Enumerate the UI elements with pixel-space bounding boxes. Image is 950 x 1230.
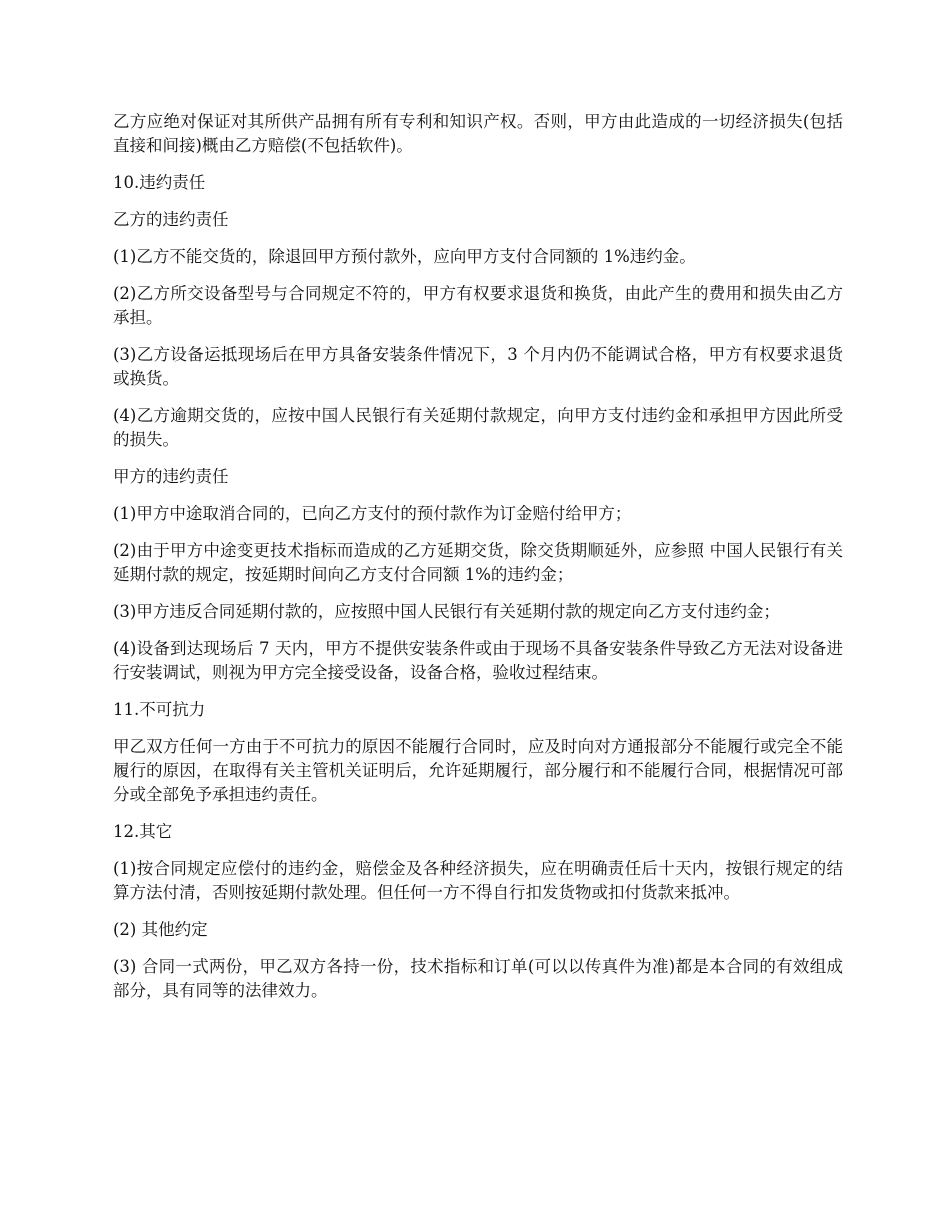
paragraph-other-item-3: (3) 合同一式两份，甲乙双方各持一份，技术指标和订单(可以以传真件为准)都是本合同的有效组成部分，具有同等的法律效力。 bbox=[113, 957, 843, 1000]
paragraph-a-item-2: (2)由于甲方中途变更技术指标而造成的乙方延期交货，除交货期顺延外，应参照 中国人民银行有关延期付款的规定，按延期时间向乙方支付合同额 1%的违约金； bbox=[113, 541, 843, 584]
paragraph-a-item-4: (4)设备到达现场后 7 天内，甲方不提供安装条件或由于现场不具备安装条件导致乙方无法对设备进行安装调试，则视为甲方完全接受设备，设备合格，验收过程结束。 bbox=[113, 639, 843, 682]
subheading-party-a-liability: 甲方的违约责任 bbox=[113, 467, 229, 486]
section-heading-other: 12.其它 bbox=[113, 822, 173, 841]
paragraph-b-item-4: (4)乙方逾期交货的，应按中国人民银行有关延期付款规定，向甲方支付违约金和承担甲方因此所受的损失。 bbox=[113, 406, 843, 449]
paragraph-b-item-2: (2)乙方所交设备型号与合同规定不符的，甲方有权要求退货和换货，由此产生的费用和损失由乙方承担。 bbox=[113, 284, 843, 327]
paragraph-force-majeure: 甲乙双方任何一方由于不可抗力的原因不能履行合同时，应及时向对方通报部分不能履行或完全不能履行的原因，在取得有关主管机关证明后，允许延期履行，部分履行和不能履行合同，根据情况可部分或全部免予承担违约责任。 bbox=[113, 737, 843, 804]
paragraph-ip-guarantee: 乙方应绝对保证对其所供产品拥有所有专利和知识产权。否则，甲方由此造成的一切经济损失(包括直接和间接)概由乙方赔偿(不包括软件)。 bbox=[113, 112, 843, 155]
paragraph-b-item-1: (1)乙方不能交货的，除退回甲方预付款外，应向甲方支付合同额的 1%违约金。 bbox=[113, 247, 696, 266]
section-heading-force-majeure: 11.不可抗力 bbox=[113, 700, 206, 719]
paragraph-other-item-2: (2) 其他约定 bbox=[113, 920, 208, 939]
paragraph-a-item-3: (3)甲方违反合同延期付款的，应按照中国人民银行有关延期付款的规定向乙方支付违约金； bbox=[113, 602, 780, 621]
paragraph-b-item-3: (3)乙方设备运抵现场后在甲方具备安装条件情况下，3 个月内仍不能调试合格，甲方有权要求退货或换货。 bbox=[113, 345, 843, 388]
section-heading-breach-liability: 10.违约责任 bbox=[113, 173, 206, 192]
paragraph-other-item-1: (1)按合同规定应偿付的违约金，赔偿金及各种经济损失，应在明确责任后十天内，按银行规定的结算方法付清，否则按延期付款处理。但任何一方不得自行扣发货物或扣付货款来抵冲。 bbox=[113, 859, 843, 902]
document-page bbox=[113, 110, 843, 1016]
subheading-party-b-liability: 乙方的违约责任 bbox=[113, 210, 229, 229]
paragraph-a-item-1: (1)甲方中途取消合同的，已向乙方支付的预付款作为订金赔付给甲方； bbox=[113, 504, 632, 523]
